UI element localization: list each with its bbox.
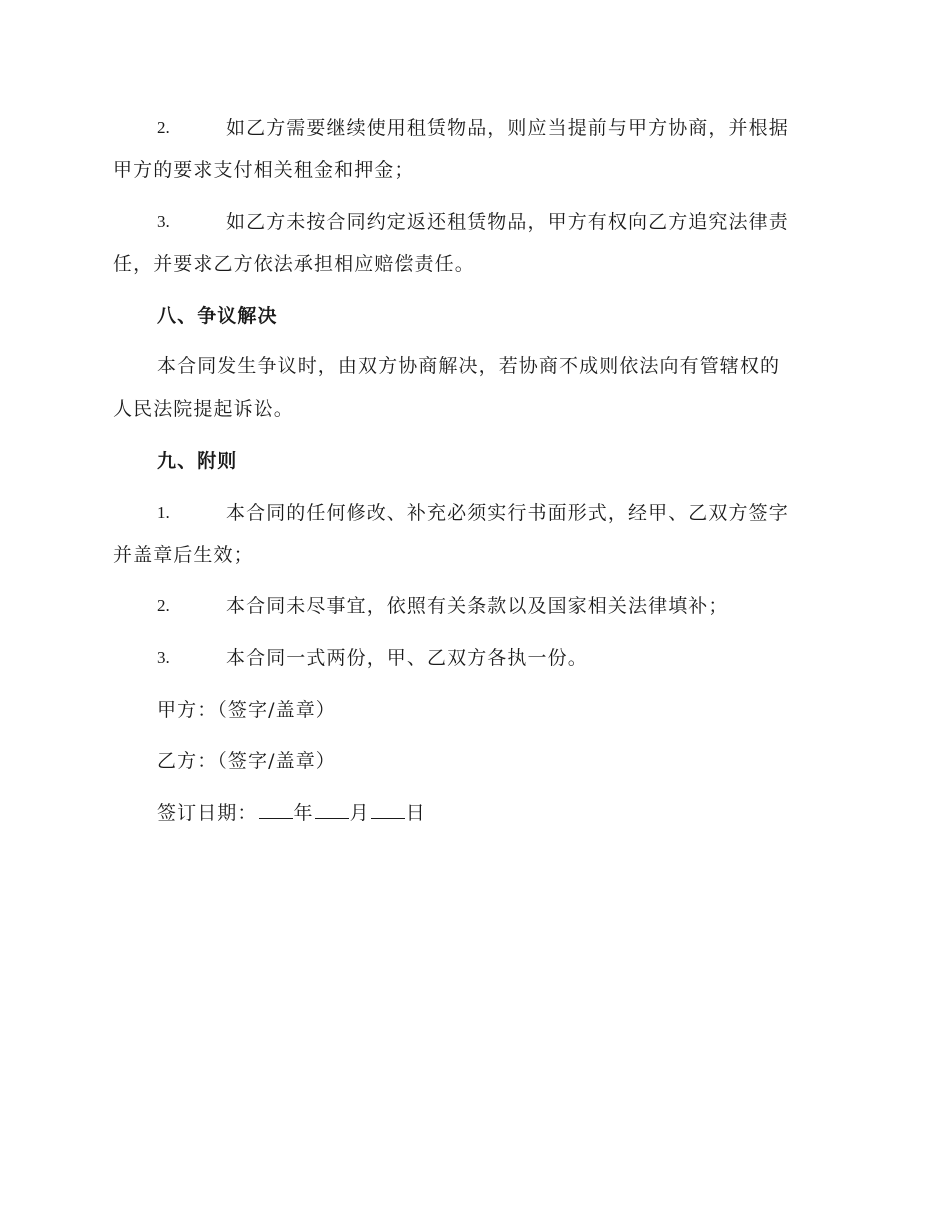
paragraph-line: 本合同的任何修改、补充必须实行书面形式，经甲、乙双方签字 <box>226 502 789 524</box>
year-label: 年 <box>293 802 314 824</box>
item-number: 2. <box>157 596 170 615</box>
item-number: 3. <box>157 212 170 231</box>
paragraph-line: 本合同一式两份，甲、乙双方各执一份。 <box>226 647 588 669</box>
paragraph-line: 并盖章后生效； <box>113 544 254 566</box>
paragraph-line: 如乙方未按合同约定返还租赁物品，甲方有权向乙方追究法律责 <box>226 211 789 233</box>
day-blank <box>371 800 405 819</box>
year-blank <box>259 800 293 819</box>
item-number: 3. <box>157 648 170 667</box>
section-heading: 九、附则 <box>157 450 238 472</box>
paragraph-line: 本合同发生争议时，由双方协商解决，若协商不成则依法向有管辖权的 <box>157 355 781 377</box>
day-label: 日 <box>405 802 426 824</box>
party-b-signature: 乙方：（签字/盖章） <box>157 750 336 772</box>
paragraph-line: 甲方的要求支付相关租金和押金； <box>113 159 415 181</box>
month-blank <box>315 800 349 819</box>
paragraph-line: 人民法院提起诉讼。 <box>113 398 294 420</box>
paragraph-line: 本合同未尽事宜，依照有关条款以及国家相关法律填补； <box>226 595 729 617</box>
paragraph-line: 如乙方需要继续使用租赁物品，则应当提前与甲方协商，并根据 <box>226 117 789 139</box>
item-number: 2. <box>157 118 170 137</box>
date-label: 签订日期： <box>157 802 258 824</box>
signing-date <box>157 799 426 827</box>
paragraph-line: 任，并要求乙方依法承担相应赔偿责任。 <box>113 253 475 275</box>
party-a-signature: 甲方：（签字/盖章） <box>157 699 336 721</box>
month-label: 月 <box>349 802 370 824</box>
section-heading: 八、争议解决 <box>157 305 278 327</box>
item-number: 1. <box>157 503 170 522</box>
